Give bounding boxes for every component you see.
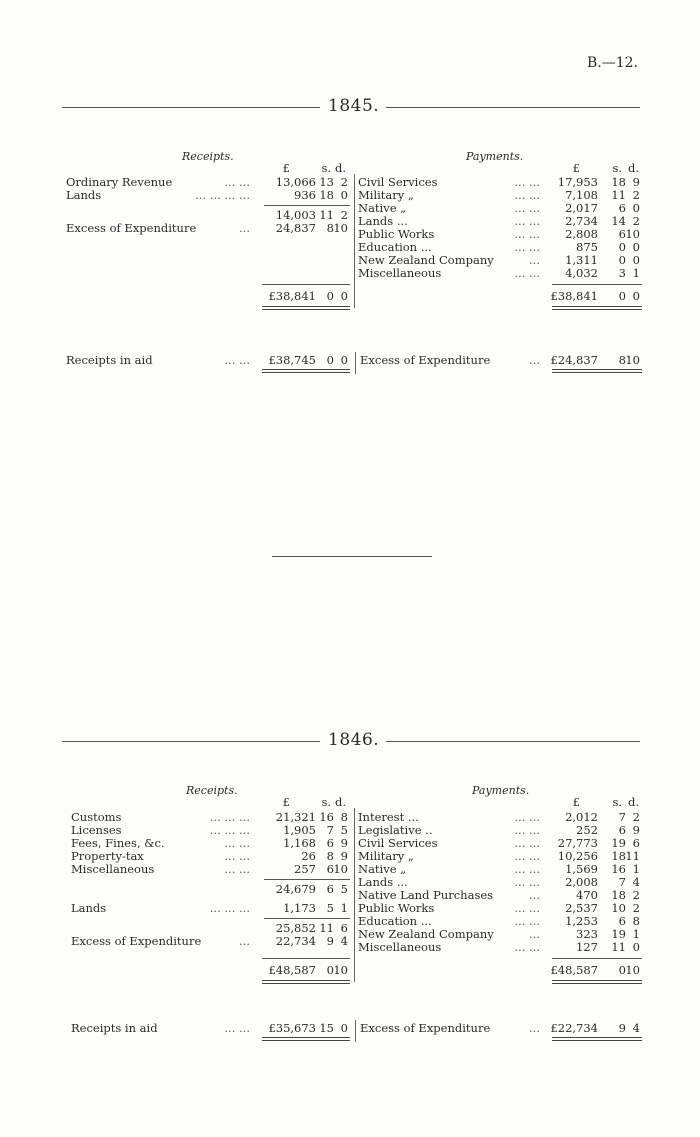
leader-dots: ... ... (224, 1021, 250, 1035)
currency-header-receipts: s. (321, 795, 331, 809)
total-payments-pounds: £48,587 (550, 963, 598, 977)
payment-amount-shillings: 0 (618, 253, 626, 267)
aid-amount-pence: 0 (340, 1021, 348, 1035)
payment-amount-pounds: 2,017 (565, 201, 598, 215)
double-rule-aid-excess (552, 369, 642, 373)
total-rule-receipts (262, 284, 350, 285)
leader-dots: ... ... (514, 201, 540, 215)
total-payments-pence: 0 (632, 289, 640, 303)
year-rule-right (386, 741, 640, 742)
aid-excess-label: Excess of Expenditure (360, 1021, 491, 1035)
currency-header-receipts: £ (282, 161, 290, 175)
receipts-subtotal-2-shillings: 11 (319, 921, 334, 935)
excess-amount-shillings: 9 (326, 934, 334, 948)
currency-header-payments: £ (572, 795, 580, 809)
aid-excess-amount-pounds: £22,734 (550, 1021, 598, 1035)
year-heading-1846: 1846. (328, 730, 380, 750)
receipt-amount-pounds: 21,321 (275, 810, 316, 824)
payment-amount-shillings: 19 (611, 836, 626, 850)
payment-amount-shillings: 7 (618, 810, 626, 824)
leader-dots: ... (239, 221, 250, 235)
payment-label: Education ... (358, 240, 432, 254)
excess-amount-pence: 4 (340, 934, 348, 948)
page-separator (272, 556, 432, 557)
payments-heading: Payments. (466, 150, 524, 163)
payment-label: Interest ... (358, 810, 419, 824)
currency-header-receipts: s. (321, 161, 331, 175)
payment-label: Legislative .. (358, 823, 433, 837)
receipt-label: Ordinary Revenue (66, 175, 173, 189)
currency-header-receipts: £ (282, 795, 290, 809)
payment-amount-pounds: 2,808 (565, 227, 598, 241)
leader-dots: ... ... (514, 266, 540, 280)
leader-dots: ... ... (514, 836, 540, 850)
payment-amount-pounds: 2,734 (565, 214, 598, 228)
excess-label: Excess of Expenditure (66, 221, 197, 235)
receipt-amount-pence: 9 (340, 836, 348, 850)
double-rule-aid (262, 369, 350, 373)
leader-dots: ... ... ... ... (195, 188, 250, 202)
payment-amount-shillings: 18 (611, 888, 626, 902)
payment-label: Education ... (358, 914, 432, 928)
aid-label: Receipts in aid (66, 353, 153, 367)
payment-amount-shillings: 10 (611, 901, 626, 915)
leader-dots: ... ... (224, 862, 250, 876)
receipts-heading: Receipts. (182, 150, 234, 163)
total-receipts-pounds: £48,587 (268, 963, 316, 977)
double-rule-payments (552, 306, 642, 310)
receipts-subtotal-pounds: 24,679 (275, 882, 316, 896)
receipt-amount-pence: 9 (340, 849, 348, 863)
leader-dots: ... ... (514, 862, 540, 876)
leader-dots: ... ... (514, 240, 540, 254)
receipt-label: Fees, Fines, &c. (71, 836, 165, 850)
payment-amount-pence: 2 (632, 214, 640, 228)
aid-excess-amount-shillings: 8 (618, 353, 626, 367)
aid-label: Receipts in aid (71, 1021, 158, 1035)
receipt-amount-pence: 5 (340, 823, 348, 837)
aid-excess-amount-shillings: 9 (618, 1021, 626, 1035)
receipts-subtotal-2-pounds: 25,852 (275, 921, 316, 935)
payment-label: Native „ (358, 201, 407, 215)
receipts-heading: Receipts. (186, 784, 238, 797)
aid-divider (355, 352, 356, 374)
payment-amount-pounds: 17,953 (557, 175, 598, 189)
receipt-amount-shillings: 18 (319, 188, 334, 202)
receipt-amount-pounds: 26 (301, 849, 316, 863)
receipt-label: Miscellaneous (71, 862, 155, 876)
receipt-amount-pounds: 13,066 (275, 175, 316, 189)
payment-amount-pounds: 127 (576, 940, 598, 954)
payment-amount-shillings: 7 (618, 875, 626, 889)
payment-amount-pence: 1 (632, 266, 640, 280)
payment-amount-pence: 4 (632, 875, 640, 889)
lands-amount-shillings: 5 (326, 901, 334, 915)
total-payments-pounds: £38,841 (550, 289, 598, 303)
leader-dots: ... (529, 353, 540, 367)
leader-dots: ... ... (514, 823, 540, 837)
leader-dots: ... ... ... (209, 810, 250, 824)
payment-amount-pounds: 323 (576, 927, 598, 941)
receipts-subtotal-shillings: 11 (319, 208, 334, 222)
payment-label: New Zealand Company (358, 253, 494, 267)
receipt-label: Licenses (71, 823, 122, 837)
aid-divider (355, 1020, 356, 1042)
receipt-amount-shillings: 13 (319, 175, 334, 189)
payment-amount-pence: 1 (632, 862, 640, 876)
receipt-amount-shillings: 8 (326, 849, 334, 863)
payment-amount-pounds: 4,032 (565, 266, 598, 280)
total-rule-payments (552, 284, 642, 285)
lands-amount-pounds: 1,173 (283, 901, 316, 915)
year-rule-left (62, 107, 320, 108)
receipt-label: Customs (71, 810, 122, 824)
leader-dots: ... (529, 927, 540, 941)
currency-header-payments: s. (612, 161, 622, 175)
excess-amount-pounds: 22,734 (275, 934, 316, 948)
receipts-subtotal-shillings: 6 (326, 882, 334, 896)
double-rule-aid-excess (552, 1037, 642, 1041)
receipt-amount-pence: 0 (340, 188, 348, 202)
payment-label: Miscellaneous (358, 266, 442, 280)
receipt-amount-shillings: 16 (319, 810, 334, 824)
leader-dots: ... ... (224, 175, 250, 189)
double-rule-payments (552, 980, 642, 984)
payment-amount-pence: 0 (632, 201, 640, 215)
leader-dots: ... (529, 253, 540, 267)
payment-label: Civil Services (358, 175, 438, 189)
column-divider (354, 174, 355, 308)
receipt-amount-shillings: 7 (326, 823, 334, 837)
payment-amount-shillings: 6 (618, 823, 626, 837)
payment-amount-pence: 0 (632, 940, 640, 954)
payment-amount-pounds: 1,253 (565, 914, 598, 928)
receipt-amount-pounds: 257 (294, 862, 316, 876)
receipt-amount-shillings: 6 (326, 836, 334, 850)
payment-amount-pence: 6 (632, 836, 640, 850)
payments-heading: Payments. (472, 784, 530, 797)
payment-amount-shillings: 16 (611, 862, 626, 876)
payment-amount-pence: 2 (632, 901, 640, 915)
leader-dots: ... (529, 888, 540, 902)
payment-amount-pounds: 470 (576, 888, 598, 902)
currency-header-receipts: d. (334, 161, 346, 175)
payment-amount-shillings: 18 (611, 175, 626, 189)
receipt-amount-pence: 2 (340, 175, 348, 189)
receipts-subtotal-pounds: 14,003 (275, 208, 316, 222)
payment-label: Miscellaneous (358, 940, 442, 954)
currency-header-payments: d. (627, 795, 639, 809)
payment-amount-pounds: 1,311 (565, 253, 598, 267)
subtotal-rule (264, 205, 350, 206)
payment-amount-pence: 2 (632, 888, 640, 902)
payment-label: Lands ... (358, 214, 408, 228)
receipt-amount-pounds: 936 (294, 188, 316, 202)
leader-dots: ... ... (514, 875, 540, 889)
leader-dots: ... ... (514, 940, 540, 954)
aid-amount-pounds: £38,745 (268, 353, 316, 367)
total-receipts-shillings: 0 (326, 963, 334, 977)
leader-dots: ... ... (514, 175, 540, 189)
payment-amount-pounds: 252 (576, 823, 598, 837)
payment-amount-pence: 10 (625, 227, 640, 241)
payment-amount-pounds: 2,012 (565, 810, 598, 824)
leader-dots: ... ... (514, 901, 540, 915)
excess-label: Excess of Expenditure (71, 934, 202, 948)
receipts-subtotal-pence: 2 (340, 208, 348, 222)
year-rule-right (386, 107, 640, 108)
aid-excess-label: Excess of Expenditure (360, 353, 491, 367)
total-rule-payments (552, 958, 642, 959)
lands-label: Lands (71, 901, 107, 915)
payment-amount-pounds: 27,773 (557, 836, 598, 850)
leader-dots: ... ... ... (209, 901, 250, 915)
payment-amount-shillings: 11 (611, 940, 626, 954)
total-payments-pence: 10 (625, 963, 640, 977)
leader-dots: ... ... (514, 914, 540, 928)
payment-amount-pounds: 875 (576, 240, 598, 254)
total-payments-shillings: 0 (618, 289, 626, 303)
page-reference: B.—12. (586, 55, 638, 71)
currency-header-payments: s. (612, 795, 622, 809)
leader-dots: ... ... (224, 849, 250, 863)
leader-dots: ... ... (514, 849, 540, 863)
aid-amount-pounds: £35,673 (268, 1021, 316, 1035)
currency-header-payments: d. (627, 161, 639, 175)
payment-amount-shillings: 14 (611, 214, 626, 228)
subtotal-rule (264, 879, 350, 880)
payment-amount-pence: 2 (632, 810, 640, 824)
payment-label: Military „ (358, 849, 414, 863)
aid-amount-shillings: 0 (326, 353, 334, 367)
total-receipts-shillings: 0 (326, 289, 334, 303)
payment-amount-pence: 0 (632, 253, 640, 267)
payment-amount-shillings: 0 (618, 240, 626, 254)
payment-label: Civil Services (358, 836, 438, 850)
payment-amount-pence: 9 (632, 175, 640, 189)
receipt-amount-pence: 8 (340, 810, 348, 824)
leader-dots: ... ... (514, 188, 540, 202)
aid-excess-amount-pence: 4 (632, 1021, 640, 1035)
year-rule-left (62, 741, 320, 742)
payment-label: Native Land Purchases (358, 888, 494, 902)
receipt-amount-pounds: 1,168 (283, 836, 316, 850)
subtotal-rule (264, 918, 350, 919)
payment-amount-shillings: 11 (611, 188, 626, 202)
payment-amount-pounds: 1,569 (565, 862, 598, 876)
currency-header-receipts: d. (334, 795, 346, 809)
payment-label: Native „ (358, 862, 407, 876)
payment-amount-shillings: 18 (611, 849, 626, 863)
excess-amount-pounds: 24,837 (275, 221, 316, 235)
excess-amount-pence: 10 (333, 221, 348, 235)
aid-amount-shillings: 15 (319, 1021, 334, 1035)
payment-amount-pence: 8 (632, 914, 640, 928)
receipt-amount-pounds: 1,905 (283, 823, 316, 837)
excess-amount-shillings: 8 (326, 221, 334, 235)
double-rule-receipts (262, 980, 350, 984)
payment-amount-pence: 11 (625, 849, 640, 863)
receipt-label: Lands (66, 188, 102, 202)
payment-label: Public Works (358, 227, 435, 241)
leader-dots: ... (239, 934, 250, 948)
leader-dots: ... ... (514, 227, 540, 241)
currency-header-payments: £ (572, 161, 580, 175)
payment-amount-shillings: 6 (618, 914, 626, 928)
receipts-subtotal-2-pence: 6 (340, 921, 348, 935)
double-rule-aid (262, 1037, 350, 1041)
payment-amount-pounds: 2,008 (565, 875, 598, 889)
total-payments-shillings: 0 (618, 963, 626, 977)
payment-amount-shillings: 3 (618, 266, 626, 280)
leader-dots: ... ... (224, 353, 250, 367)
total-receipts-pence: 0 (340, 289, 348, 303)
aid-amount-pence: 0 (340, 353, 348, 367)
double-rule-receipts (262, 306, 350, 310)
total-rule-receipts (262, 958, 350, 959)
leader-dots: ... ... ... (209, 823, 250, 837)
leader-dots: ... ... (514, 214, 540, 228)
payment-amount-pence: 9 (632, 823, 640, 837)
leader-dots: ... ... (224, 836, 250, 850)
payment-label: Lands ... (358, 875, 408, 889)
payment-amount-shillings: 6 (618, 227, 626, 241)
total-receipts-pounds: £38,841 (268, 289, 316, 303)
receipts-subtotal-pence: 5 (340, 882, 348, 896)
column-divider (354, 808, 355, 982)
lands-amount-pence: 1 (340, 901, 348, 915)
receipt-label: Property-tax (71, 849, 144, 863)
payment-amount-pounds: 2,537 (565, 901, 598, 915)
payment-label: Public Works (358, 901, 435, 915)
leader-dots: ... ... (514, 810, 540, 824)
leader-dots: ... (529, 1021, 540, 1035)
total-receipts-pence: 10 (333, 963, 348, 977)
receipt-amount-pence: 10 (333, 862, 348, 876)
payment-amount-pence: 0 (632, 240, 640, 254)
payment-amount-pounds: 10,256 (557, 849, 598, 863)
aid-excess-amount-pence: 10 (625, 353, 640, 367)
payment-amount-shillings: 19 (611, 927, 626, 941)
receipt-amount-shillings: 6 (326, 862, 334, 876)
payment-label: Military „ (358, 188, 414, 202)
payment-label: New Zealand Company (358, 927, 494, 941)
payment-amount-shillings: 6 (618, 201, 626, 215)
year-heading-1845: 1845. (328, 96, 380, 116)
payment-amount-pounds: 7,108 (565, 188, 598, 202)
payment-amount-pence: 2 (632, 188, 640, 202)
aid-excess-amount-pounds: £24,837 (550, 353, 598, 367)
payment-amount-pence: 1 (632, 927, 640, 941)
